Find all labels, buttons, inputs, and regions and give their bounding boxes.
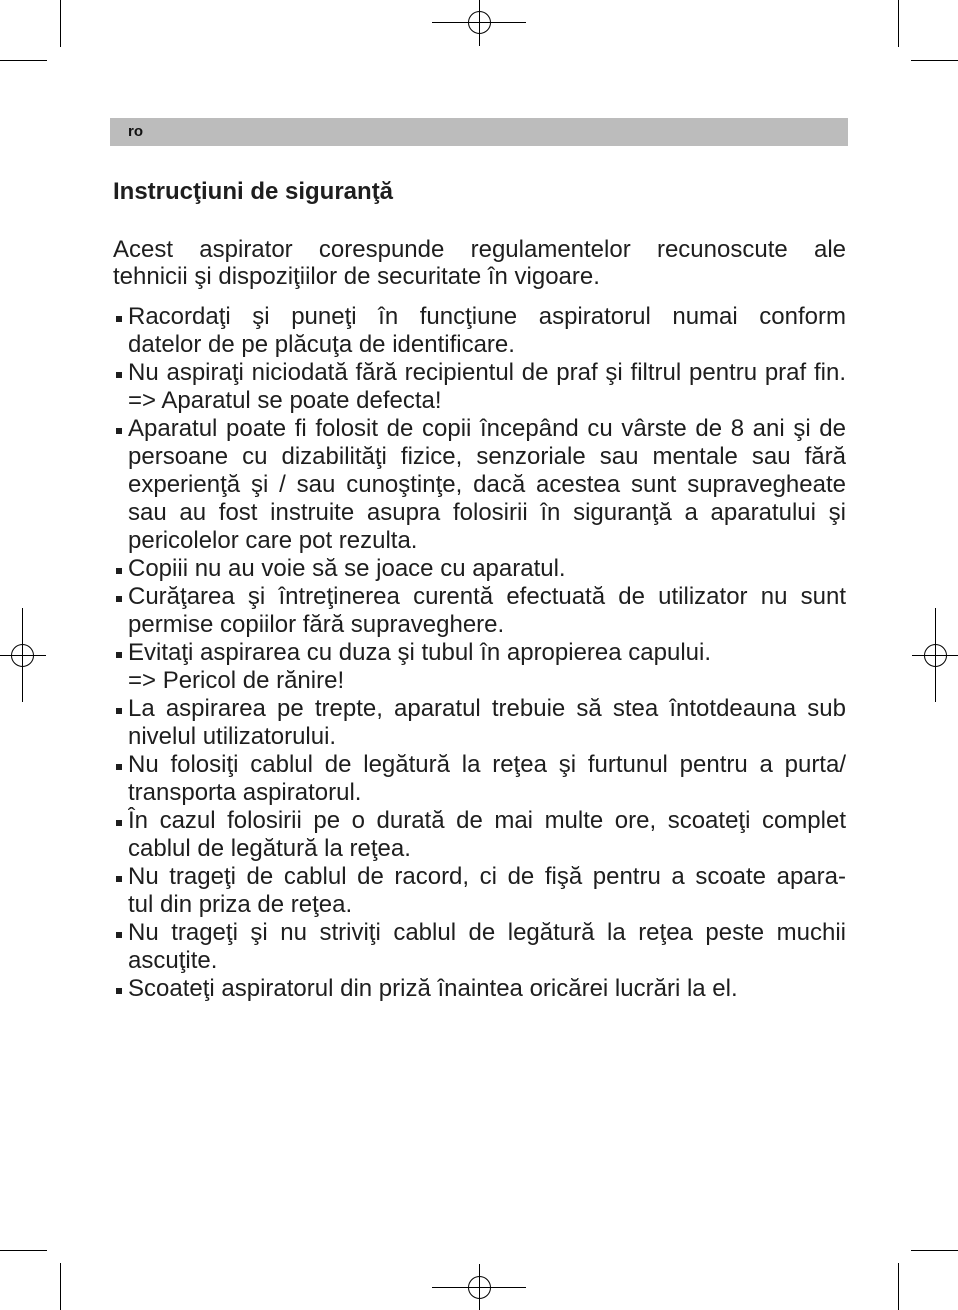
- text-line: persoane cu dizabilităţi fizice, senzoriale sau mentale sau fără: [128, 443, 846, 470]
- bullet-icon: [116, 316, 122, 322]
- text-line: Aparatul poate fi folosit de copii începând cu vârste de 8 ani şi de: [128, 415, 846, 442]
- bullet-icon: [116, 652, 122, 658]
- text-line: Nu trageţi şi nu striviţi cablul de legătură la reţea peste muchii: [128, 919, 846, 946]
- registration-mark-top: [432, 0, 526, 46]
- crop-mark-top-right: [899, 0, 958, 61]
- text-line: În cazul folosirii pe o durată de mai multe ore, scoateţi complet: [128, 807, 846, 834]
- safety-item: [113, 919, 846, 975]
- text-line: pericolelor care pot rezulta.: [128, 527, 418, 554]
- safety-item: [113, 359, 846, 415]
- safety-item: [113, 975, 846, 1003]
- safety-item: [113, 695, 846, 751]
- registration-mark-left: [0, 608, 46, 702]
- bullet-icon: [116, 568, 122, 574]
- safety-item: [113, 807, 846, 863]
- text-line: Scoateţi aspiratorul din priză înaintea oricărei lucrări la el.: [128, 975, 738, 1002]
- registration-mark-right: [912, 608, 958, 702]
- bullet-icon: [116, 764, 122, 770]
- safety-item: [113, 415, 846, 555]
- section-heading: Instrucţiuni de siguranţă: [113, 178, 394, 205]
- language-header-bar: [110, 118, 848, 146]
- text-line: Acest aspirator corespunde regulamentelor recunoscute ale: [113, 236, 846, 263]
- crop-mark-top-left: [0, 0, 61, 61]
- bullet-icon: [116, 988, 122, 994]
- safety-item: [113, 639, 846, 695]
- text-line: permise copiilor fără supraveghere.: [128, 611, 505, 638]
- bullet-icon: [116, 428, 122, 434]
- bullet-icon: [116, 372, 122, 378]
- text-line: tehnicii şi dispoziţiilor de securitate în vigoare.: [113, 263, 600, 290]
- text-line: cablul de legătură la reţea.: [128, 835, 411, 862]
- text-line: sau au fost instruite asupra folosirii în siguranţă a aparatului şi: [128, 499, 846, 526]
- safety-item: [113, 583, 846, 639]
- bullet-icon: [116, 932, 122, 938]
- crop-mark-bottom-right: [899, 1251, 958, 1310]
- text-line: Nu aspiraţi niciodată fără recipientul de praf şi filtrul pentru praf fin.: [128, 359, 846, 386]
- text-line: Nu folosiţi cablul de legătură la reţea şi furtunul pentru a purta/: [128, 751, 846, 778]
- intro-paragraph: [113, 236, 846, 290]
- text-line: nivelul utilizatorului.: [128, 723, 337, 750]
- crop-mark-bottom-left: [0, 1251, 61, 1310]
- text-line: ascuţite.: [128, 947, 218, 974]
- safety-list: [113, 303, 846, 1003]
- text-line: Curăţarea şi întreţinerea curentă efectuată de utilizator nu sunt: [128, 583, 846, 610]
- text-line: Evitaţi aspirarea cu duza şi tubul în apropierea capului.: [128, 639, 712, 666]
- text-line: transporta aspiratorul.: [128, 779, 362, 806]
- text-line: Nu trageţi de cablul de racord, ci de fişă pentru a scoate apara-: [128, 863, 846, 890]
- registration-mark-bottom: [432, 1264, 526, 1310]
- text-line: datelor de pe plăcuţa de identificare.: [128, 331, 515, 358]
- safety-item: [113, 863, 846, 919]
- bullet-icon: [116, 820, 122, 826]
- safety-item: [113, 751, 846, 807]
- bullet-icon: [116, 596, 122, 602]
- language-code: ro: [128, 123, 143, 140]
- safety-item: [113, 555, 846, 583]
- text-line: experienţă şi / sau cunoştinţe, dacă acestea sunt supravegheate: [128, 471, 846, 498]
- text-line: Racordaţi şi puneţi în funcţiune aspiratorul numai conform: [128, 303, 846, 330]
- bullet-icon: [116, 708, 122, 714]
- text-line: => Aparatul se poate defecta!: [128, 387, 442, 414]
- text-line: tul din priza de reţea.: [128, 891, 353, 918]
- safety-item: [113, 303, 846, 359]
- text-line: => Pericol de rănire!: [128, 667, 345, 694]
- text-line: Copiii nu au voie să se joace cu aparatul.: [128, 555, 566, 582]
- text-line: La aspirarea pe trepte, aparatul trebuie să stea întotdeauna sub: [128, 695, 846, 722]
- bullet-icon: [116, 876, 122, 882]
